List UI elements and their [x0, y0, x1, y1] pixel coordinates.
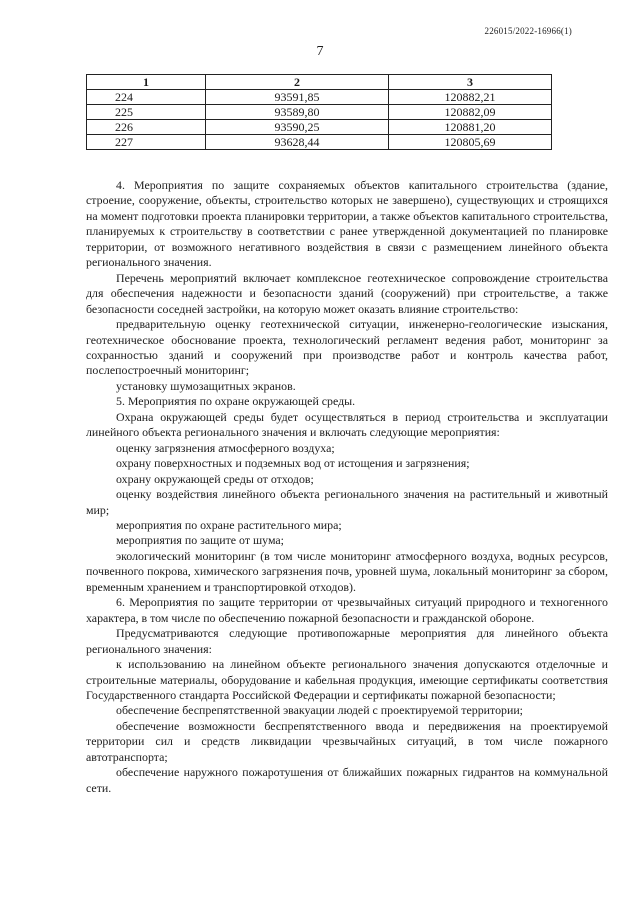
table-row — [87, 135, 552, 150]
table-cell: 93591,85 — [206, 90, 389, 105]
list-item: экологический мониторинг (в том числе мониторинг атмосферного воздуха, водных ресурсов, почвенного покрова, химического загрязнения почв, уровней шума, локальный мониторинг за сбором, временным хранением и транспортировкой отходов). — [86, 548, 608, 594]
table-cell: 120881,20 — [389, 120, 552, 135]
document-number: 226015/2022-16966(1) — [484, 26, 572, 36]
table-cell: 120805,69 — [389, 135, 552, 150]
table-header-cell: 1 — [87, 75, 206, 90]
list-item: обеспечение возможности беспрепятственного ввода и передвижения на проектируемой территории сил и средств ликвидации чрезвычайных ситуаций, в том числе пожарного автотранспорта; — [86, 718, 608, 764]
section-5-heading: 5. Мероприятия по охране окружающей среды. — [116, 394, 356, 409]
table-cell: 120882,09 — [389, 105, 552, 120]
list-item: охрану поверхностных и подземных вод от истощения и загрязнения; — [116, 456, 470, 471]
document-body — [86, 178, 608, 796]
table-cell: 224 — [87, 90, 206, 105]
list-item: установку шумозащитных экранов. — [116, 378, 296, 393]
table-cell: 93590,25 — [206, 120, 389, 135]
table-header-cell: 3 — [389, 75, 552, 90]
table-cell: 227 — [87, 135, 206, 150]
list-item: к использованию на линейном объекте регионального значения допускаются отделочные и строительные материалы, оборудование и кабельная продукция, имеющие сертификаты соответствия Государственного стандарта Российской Федерации и сертификаты пожарной безопасности; — [86, 657, 608, 702]
list-item: охрану окружающей среды от отходов; — [116, 471, 314, 486]
table-row — [87, 120, 552, 135]
paragraph: Охрана окружающей среды будет осуществляться в период строительства и эксплуатации линейного объекта регионального значения и включать следующие мероприятия: — [86, 409, 608, 440]
list-item: оценку загрязнения атмосферного воздуха; — [116, 440, 335, 455]
page-number: 7 — [316, 44, 324, 59]
table-header-cell: 2 — [206, 75, 389, 90]
table-cell: 120882,21 — [389, 90, 552, 105]
list-item: мероприятия по защите от шума; — [116, 533, 284, 548]
list-item: мероприятия по охране растительного мира; — [116, 517, 342, 532]
list-item: оценку воздействия линейного объекта регионального значения на растительный и животный мир; — [86, 487, 608, 517]
paragraph: Перечень мероприятий включает комплексное геотехническое сопровождение строительства для обеспечения надежности и безопасности зданий (сооружений) при строительстве, а также безопасности соседней застройки, на которую может оказать влияние строительство: — [86, 270, 608, 316]
table-cell: 225 — [87, 105, 206, 120]
section-4-heading: 4. Мероприятия по защите сохраняемых объектов капитального строительства (здание, строение, сооружение, объекты, строительство которых не завершено), существующих и строящихся на момент подготовки проекта планировки территории, а также объектов капитального строительства, планируемых к строительству в соответствии с ранее утвержденной документацией по планировке территории, от возможного негативного воздействия в связи с размещением линейного объекта регионального значения. — [86, 178, 608, 270]
list-item: обеспечение наружного пожаротушения от ближайших пожарных гидрантов на коммунальной сети. — [86, 765, 608, 795]
paragraph: Предусматриваются следующие противопожарные мероприятия для линейного объекта регионального значения: — [86, 626, 608, 656]
section-6-heading: 6. Мероприятия по защите территории от чрезвычайных ситуаций природного и техногенного характера, в том числе по обеспечению пожарной безопасности и гражданской обороне. — [86, 595, 608, 625]
table-header-row — [87, 75, 552, 90]
table-row — [87, 105, 552, 120]
table-cell: 226 — [87, 120, 206, 135]
table-cell: 93628,44 — [206, 135, 389, 150]
table-row — [87, 90, 552, 105]
list-item: предварительную оценку геотехнической ситуации, инженерно-геологические изыскания, геотехническое обоснование проекта, технологический регламент ведения работ, мониторинг за сохранностью зданий и сооружений при производстве работ и контроль качества работ, послепостроечный мониторинг; — [86, 317, 608, 378]
list-item: обеспечение беспрепятственной эвакуации людей с проектируемой территории; — [116, 703, 523, 718]
table-cell: 93589,80 — [206, 105, 389, 120]
coordinates-table — [86, 74, 552, 150]
